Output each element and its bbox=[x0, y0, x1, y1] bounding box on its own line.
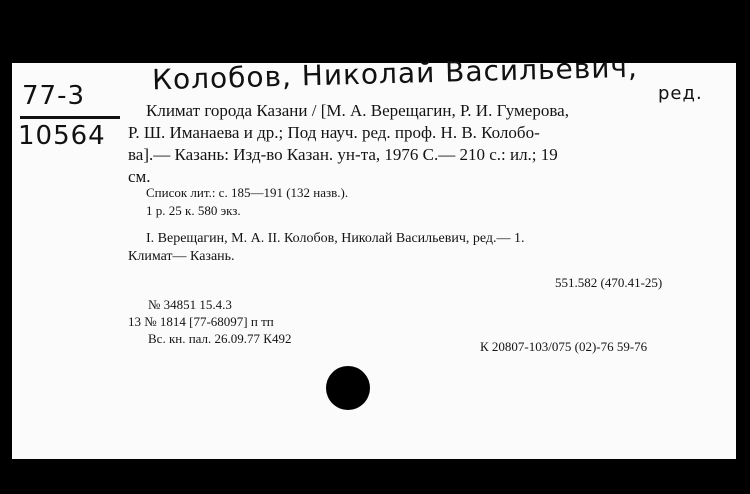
tracing-line-2: Климат— Казань. bbox=[128, 249, 235, 264]
price-print-run: 1 р. 25 к. 580 экз. bbox=[146, 203, 241, 218]
ledger-line: Вс. кн. пал. 26.09.77 К492 bbox=[148, 331, 292, 346]
record-number: № 34851 15.4.3 bbox=[148, 297, 232, 312]
title-line-3: ва].— Казань: Изд-во Казан. ун-та, 1976 С.— 210 с.: ил.; 19 bbox=[128, 145, 558, 164]
author-heading-handwritten: Колобов, Николай Васильевич, bbox=[151, 50, 639, 97]
order-line: 13 № 1814 [77-68097] п тп bbox=[128, 314, 274, 329]
classification-code: 551.582 (470.41-25) bbox=[555, 275, 663, 290]
title-line-2: Р. Ш. Иманаева и др.; Под науч. ред. проф. Н. В. Колобо- bbox=[128, 123, 540, 142]
bibliography-note: Список лит.: с. 185—191 (132 назв.). bbox=[146, 185, 349, 200]
shelf-mark-top: 77-3 bbox=[22, 81, 86, 111]
catalog-code: К 20807-103/075 (02)-76 59-76 bbox=[480, 339, 648, 354]
title-line-4: см. bbox=[128, 167, 151, 186]
title-line-1: Климат города Казани / [М. А. Верещагин, Р. И. Гумерова, bbox=[146, 101, 569, 120]
shelf-mark-bottom: 10564 bbox=[18, 121, 106, 151]
shelf-mark-underline bbox=[20, 116, 120, 119]
catalog-card bbox=[12, 50, 736, 459]
tracing-line-1: I. Верещагин, М. А. II. Колобов, Николай Васильевич, ред.— 1. bbox=[146, 231, 525, 246]
card-punch-hole bbox=[326, 366, 370, 410]
author-role-handwritten: ред. bbox=[658, 83, 703, 104]
